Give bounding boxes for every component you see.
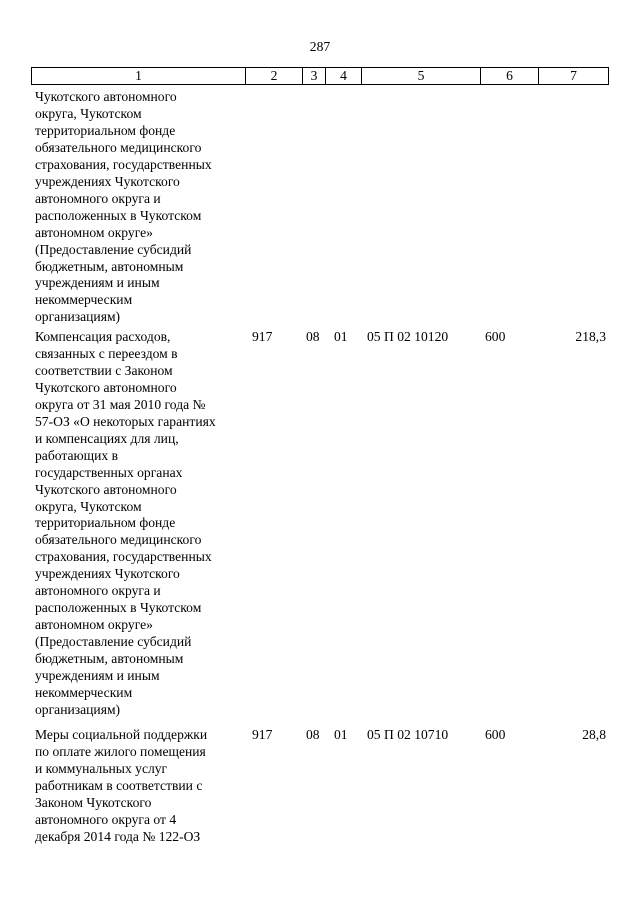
row-subsection: 01 <box>334 727 348 742</box>
header-col-4: 4 <box>325 68 361 84</box>
header-col-2: 2 <box>245 68 302 84</box>
header-col-6: 6 <box>480 68 538 84</box>
row-amount: 218,3 <box>575 329 606 344</box>
header-col-1: 1 <box>135 68 142 83</box>
row-name: Компенсация расходов, связанных с переездом в соответствии с Законом Чукотского автономного округа от 31 мая 2010 года № 57-ОЗ «О некоторых гарантиях и компенсациях для лиц, работающих в государственных органах Чукотского автономного округа, Чукотском территориальном фонде обязательного медицинского страхования, государственных учреждениях Чукотского автономного округа и расположенных в Чукотском автономном округе» (Предоставление субсидий бюджетным, автономным учреждениям и иным некоммерческим организациям) <box>35 329 216 717</box>
row-target: 05 П 02 10120 <box>367 329 449 344</box>
row-subsection: 01 <box>334 329 348 344</box>
header-col-7: 7 <box>538 68 608 84</box>
row-target: 05 П 02 10710 <box>367 727 449 742</box>
row-name: Меры социальной поддержки по оплате жилого помещения и коммунальных услуг работникам в соответствии с Законом Чукотского автономного округа от 4 декабря 2014 года № 122-ОЗ <box>35 727 208 844</box>
row-ministry: 917 <box>252 727 273 742</box>
header-col-5: 5 <box>361 68 480 84</box>
row-name: Чукотского автономного округа, Чукотском территориальном фонде обязательного медицинского страхования, государственных учреждениях Чукотского автономного округа и расположенных в Чукотском автономном округе» (Предоставление субсидий бюджетным, автономным учреждениям и иным некоммерческим организациям) <box>35 89 212 325</box>
header-col-3: 3 <box>302 68 325 84</box>
table-header <box>31 67 609 85</box>
row-section: 08 <box>306 329 320 344</box>
row-amount: 28,8 <box>582 727 606 742</box>
row-expense-type: 600 <box>485 727 506 742</box>
row-ministry: 917 <box>252 329 273 344</box>
row-expense-type: 600 <box>485 329 506 344</box>
page-number: 287 <box>309 39 331 54</box>
row-section: 08 <box>306 727 320 742</box>
